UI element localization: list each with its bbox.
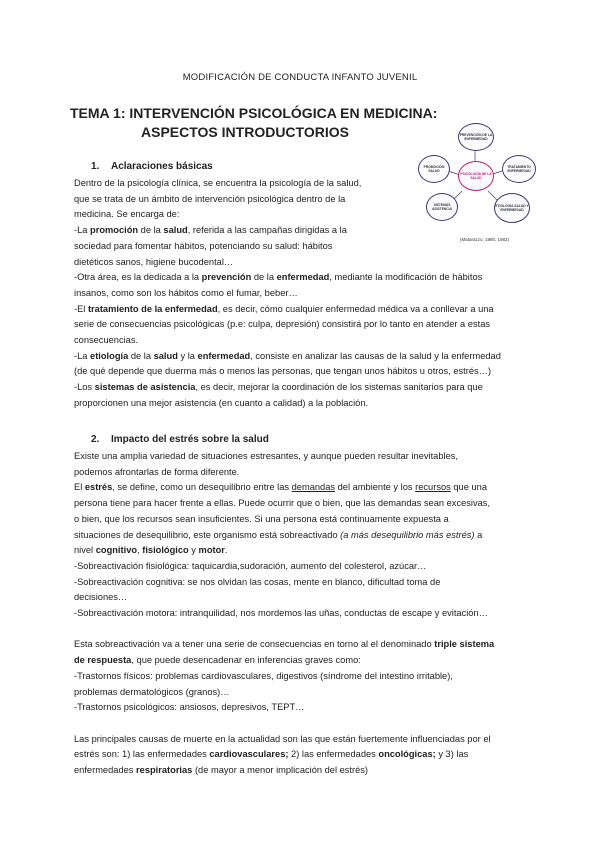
text-line: serie de consecuencias psicológicas (p.e: culpa, depresión) consistirá por lo tanto en atender a estas: [74, 319, 491, 330]
section-1-heading: [91, 161, 213, 172]
text-line: -Sobreactivación fisiológica: taquicardia,sudoración, aumento del colesterol, azúcar…: [74, 560, 427, 571]
section-title: Aclaraciones básicas: [111, 161, 213, 172]
course-header: MODIFICACIÓN DE CONDUCTA INFANTO JUVENIL: [182, 72, 418, 83]
text-line: problemas dermatológicos (granos)…: [74, 686, 230, 697]
text-line: -Trastornos psicológicos: ansiosos, depresivos, TEPT…: [74, 702, 305, 713]
text-line: que se trata de un ámbito de intervención psicológica dentro de la: [74, 193, 346, 204]
etiology-line: -La etiología de la salud y la enfermedad, consiste en analizar las causas de la salud y la enfermedad: [74, 350, 501, 361]
text-line: decisiones…: [74, 592, 128, 603]
text-line: podemos afrontarlas de forma diferente.: [74, 466, 240, 477]
section-number: 1.: [91, 161, 100, 172]
triple-system-line: Esta sobreactivación va a tener una serie de consecuencias en torno al el denominado triple sistema: [74, 639, 495, 650]
section-2-body: [74, 449, 494, 779]
diagram-node-treatment: TRATAMIENTO ENFERMEDAD: [502, 155, 536, 183]
treatment-line: -El tratamiento de la enfermedad, es decir, cómo cualquier enfermedad médica va a conllevar a una: [74, 303, 494, 314]
text-line: -Sobreactivación cognitiva: se nos olvidan las cosas, mente en blanco, dificultad toma de: [74, 576, 441, 587]
diagram-node-health-psychology: PSICOLOGÍA DE LA SALUD: [458, 161, 494, 191]
text-line: -Trastornos físicos: problemas cardiovasculares, digestivos (síndrome del intestino irritable),: [74, 670, 453, 681]
text-line: estrés son: 1) las enfermedades cardiovasculares; 2) las enfermedades oncológicas; y 3) las: [74, 749, 469, 760]
section-number: 2.: [91, 434, 100, 445]
text-line: (de qué depende que duerma más o menos las personas, que tengan unos hábitos u otros, estrés…): [74, 366, 492, 377]
section-1-body: [74, 176, 501, 412]
text-line: consecuencias.: [74, 335, 139, 346]
stress-definition-line: El estrés, se define, como un desequilibrio entre las demandas del ambiente y los recursos que una: [74, 482, 487, 493]
title-line-2: ASPECTOS INTRODUCTORIOS: [141, 124, 349, 140]
text-line: nivel cognitivo, fisiológico y motor.: [74, 545, 228, 556]
diagram-node-assistance: SISTEMAS ASISTENCIA: [426, 193, 458, 221]
text-line: insanos, como son los hábitos como el fumar, beber…: [74, 287, 298, 298]
text-line: persona tiene para hacer frente a ellas. Puede ocurrir que o bien, que las demandas sean excesivas,: [74, 498, 491, 509]
diagram-node-promotion: PROMOCIÓN SALUD: [418, 155, 450, 183]
text-line: Las principales causas de muerte en la actualidad son las que están fuertemente influenciadas por el: [74, 733, 491, 744]
text-line: Dentro de la psicología clínica, se encuentra la psicología de la salud,: [74, 178, 362, 188]
page-title: [70, 105, 437, 141]
text-line: o bien, que los recursos sean insuficientes. Si una persona está continuamente expuesta a: [74, 513, 449, 524]
diagram-node-prevention: PREVENCIÓN DE LA ENFERMEDAD: [458, 123, 494, 151]
title-line-1: TEMA 1: INTERVENCIÓN PSICOLÓGICA EN MEDICINA:: [70, 105, 438, 121]
text-line: de respuesta, que puede desencadenar en inferencias graves como:: [74, 655, 361, 666]
promotion-line: -La promoción de la salud, referida a las campañas dirigidas a la: [74, 225, 347, 236]
section-2-heading: [91, 434, 269, 445]
text-line: dietéticos sanos, higiene bucodental…: [74, 256, 234, 267]
assistance-line: -Los sistemas de asistencia, es decir, mejorar la coordinación de los sistemas sanitarios para que: [74, 382, 483, 393]
text-line: enfermedades respiratorias (de mayor a menor implicación del estrés): [74, 765, 369, 776]
text-line: situaciones de desequilibrio, este organismo está sobreactivado (a más desequilibrio más estrés) a: [74, 529, 483, 540]
text-line: -Sobreactivación motora: intranquilidad, nos mordemos las uñas, conductas de escape y evitación…: [74, 608, 488, 619]
diagram-caption: (Matarazzo, 1980, 1982): [460, 237, 510, 242]
prevention-line: -Otra área, es la dedicada a la prevención de la enfermedad, mediante la modificación de hábitos: [74, 272, 483, 283]
text-line: medicina. Se encarga de:: [74, 209, 180, 220]
text-line: Existe una amplia variedad de situaciones estresantes, y aunque pueden resultar inevitables,: [74, 451, 458, 461]
text-line: proporcionen una mejor asistencia (en cuanto a calidad) a la población.: [74, 397, 369, 408]
text-line: sociedad para fomentar hábitos, potenciando su salud: hábitos: [74, 240, 333, 251]
diagram-node-etiology: ETIOLOGÍA SALUD Y ENFERMEDAD: [494, 193, 530, 223]
section-title: Impacto del estrés sobre la salud: [111, 434, 269, 445]
